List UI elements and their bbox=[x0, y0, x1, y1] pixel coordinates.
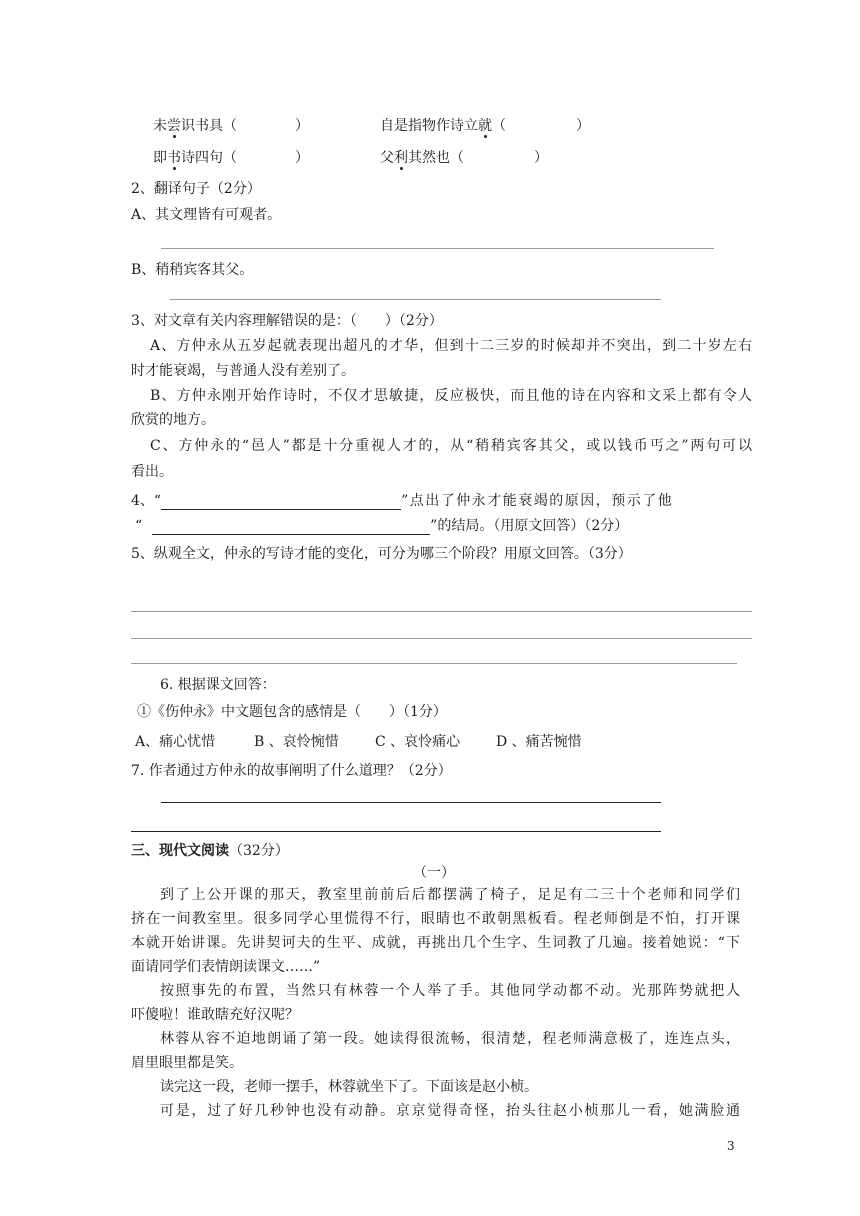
q2-item-b: B、稍稍宾客其父。 bbox=[131, 262, 254, 278]
q3-option-b-line2: 欣赏的地方。 bbox=[131, 412, 215, 428]
answer-line[interactable] bbox=[131, 831, 661, 832]
fill-blank[interactable] bbox=[152, 520, 430, 535]
q6-option-a: A、痛心忧惜 bbox=[135, 734, 216, 750]
q6-option-b: B 、哀怜惋惜 bbox=[254, 734, 339, 750]
passage-line: 眉里眼里都是笑。 bbox=[131, 1055, 243, 1071]
q2-title: 2、翻译句子（2分） bbox=[131, 181, 261, 197]
passage-line: 按照事先的布置，当然只有林蓉一个人举了手。其他同学动都不动。光那阵势就把人 bbox=[160, 983, 740, 999]
q3-option-b-line1: B、方仲永刚开始作诗时，不仅才思敏捷，反应极快，而且他的诗在内容和文采上都有令人 bbox=[150, 388, 752, 404]
answer-line[interactable] bbox=[131, 663, 737, 664]
q3-option-a-line1: A、方仲永从五岁起就表现出超凡的才华，但到十二三岁的时候却并不突出，到二十岁左右 bbox=[150, 338, 752, 354]
passage-line: 挤在一间教室里。很多同学心里慌得不行，眼睛也不敢朝黑板看。程老师倒是不怕，打开课 bbox=[131, 911, 740, 927]
vocab-item-1: 未尝识书具（ ） bbox=[153, 118, 309, 134]
q3-option-a-line2: 时才能衰竭，与普通人没有差别了。 bbox=[131, 363, 355, 379]
passage-part-label: （一） bbox=[413, 865, 455, 881]
emphasis-dot-char: 利 bbox=[394, 150, 408, 166]
fill-blank[interactable] bbox=[161, 495, 401, 510]
answer-line[interactable] bbox=[170, 299, 661, 300]
answer-line[interactable] bbox=[131, 611, 752, 612]
passage-line: 林蓉从容不迫地朗诵了第一段。她读得很流畅，很清楚，程老师满意极了，连连点头， bbox=[160, 1031, 740, 1047]
answer-line[interactable] bbox=[161, 802, 661, 803]
q3-option-c-line2: 看出。 bbox=[131, 464, 173, 480]
passage-line: 读完这一段，老师一摆手，林蓉就坐下了。下面该是赵小桢。 bbox=[160, 1079, 538, 1095]
emphasis-dot-char: 尝 bbox=[167, 118, 181, 134]
q5-title: 5、纵观全文，仲永的写诗才能的变化，可分为哪三个阶段？用原文回答。（3分） bbox=[131, 546, 632, 562]
q4-line1: 4、“ ”点出了仲永才能衰竭的原因，预示了他 bbox=[131, 493, 674, 509]
q7-title: 7. 作者通过方仲永的故事阐明了什么道理？（2分） bbox=[131, 763, 452, 779]
answer-line[interactable] bbox=[161, 248, 714, 249]
vocab-item-4: 父利其然也（ ） bbox=[380, 150, 548, 166]
q3-option-c-line1: C、方仲永的“邑人”都是十分重视人才的，从“稍稍宾客其父，或以钱币丐之”两句可以 bbox=[150, 438, 752, 454]
q6-option-d: D 、痛苦惋惜 bbox=[496, 734, 582, 750]
q6-title: 6. 根据课文回答： bbox=[160, 677, 276, 693]
vocab-item-2: 自是指物作诗立就（ ） bbox=[380, 118, 590, 134]
vocab-item-3: 即书诗四句（ ） bbox=[153, 150, 309, 166]
answer-line[interactable] bbox=[131, 638, 752, 639]
passage-line: 到了上公开课的那天，教室里前前后后都摆满了椅子，足足有二三十个老师和同学们 bbox=[160, 887, 740, 903]
passage-line: 吓傻啦！谁敢瞎充好汉呢？ bbox=[131, 1007, 299, 1023]
q6-option-c: C 、哀怜痛心 bbox=[375, 734, 461, 750]
passage-line: 面请同学们表情朗读课文……” bbox=[131, 959, 321, 975]
q6-subquestion: ①《伤仲永》中文题包含的感情是（ ）（1分） bbox=[137, 704, 447, 720]
q4-line2: “ ”的结局。（用原文回答）（2分） bbox=[135, 518, 629, 534]
passage-line: 本就开始讲课。先讲契诃夫的生平、成就，再挑出几个生字、生词教了几遍。接着她说：“下 bbox=[131, 935, 740, 951]
passage-line: 可是，过了好几秒钟也没有动静。京京觉得奇怪，抬头往赵小桢那儿一看，她满脸通 bbox=[160, 1103, 740, 1119]
q3-title: 3、对文章有关内容理解错误的是：（ ）（2分） bbox=[131, 313, 443, 329]
emphasis-dot-char: 就 bbox=[478, 118, 492, 134]
section-title: 三、现代文阅读（32分） bbox=[131, 843, 289, 859]
page-number: 3 bbox=[727, 1139, 735, 1153]
q2-item-a: A、其文理皆有可观者。 bbox=[131, 207, 282, 223]
emphasis-dot-char: 书 bbox=[167, 150, 181, 166]
